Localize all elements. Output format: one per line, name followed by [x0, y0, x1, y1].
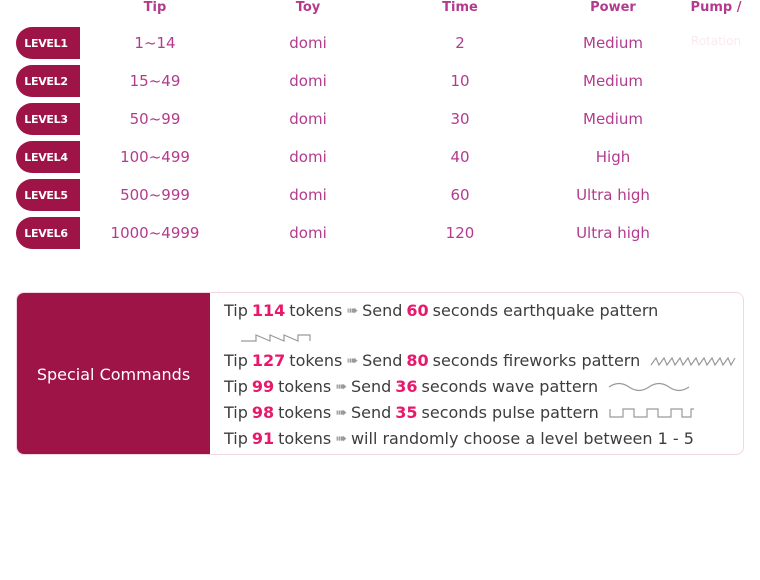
command-description: seconds earthquake pattern: [432, 301, 659, 320]
tip-amount: 114: [251, 301, 286, 320]
toy-name: domi: [289, 72, 327, 90]
level-badge: LEVEL2: [16, 65, 80, 97]
arrow-right-icon: ➠: [335, 430, 347, 447]
tokens-word: tokens: [289, 351, 343, 370]
send-word: Send: [350, 403, 392, 422]
seconds-amount: 60: [406, 301, 429, 320]
seconds-amount: 80: [406, 351, 429, 370]
level-row: [0, 141, 760, 173]
level-badge: LEVEL5: [16, 179, 80, 211]
earthquake-pattern-icon: [240, 331, 312, 343]
send-word: Send: [350, 377, 392, 396]
command-description: seconds wave pattern: [421, 377, 599, 396]
tip-word: Tip: [224, 429, 248, 448]
special-commands-panel: [16, 292, 744, 455]
seconds-amount: 36: [395, 377, 418, 396]
wave-pattern-icon: [608, 381, 690, 393]
tip-word: Tip: [224, 377, 248, 396]
level-row: [0, 27, 760, 59]
special-command: [224, 429, 694, 448]
seconds-amount: 35: [395, 403, 418, 422]
command-description: seconds pulse pattern: [421, 403, 599, 422]
arrow-right-icon: ➠: [335, 404, 347, 421]
level-badge: LEVEL3: [16, 103, 80, 135]
command-description: seconds fireworks pattern: [432, 351, 641, 370]
special-command: [224, 301, 658, 320]
toy-name: domi: [289, 148, 327, 166]
special-commands-title: Special Commands: [17, 293, 210, 455]
command-description: will randomly choose a level between 1 - 5: [350, 429, 694, 448]
header-toy: Toy: [295, 0, 321, 15]
tip-range: 100~499: [120, 148, 190, 166]
send-word: Send: [362, 351, 403, 370]
power-value: Ultra high: [576, 224, 650, 242]
time-value: 30: [450, 110, 470, 128]
special-command: [224, 403, 695, 422]
power-value: Medium: [583, 34, 643, 52]
tokens-word: tokens: [289, 301, 343, 320]
power-value: Medium: [583, 72, 643, 90]
tokens-word: tokens: [278, 403, 332, 422]
level-row: [0, 103, 760, 135]
time-value: 60: [450, 186, 470, 204]
power-value: High: [595, 148, 631, 166]
tip-range: 1~14: [134, 34, 176, 52]
special-command: [224, 351, 736, 370]
level-badge: LEVEL4: [16, 141, 80, 173]
tip-amount: 98: [251, 403, 275, 422]
time-value: 120: [445, 224, 475, 242]
time-value: 10: [450, 72, 470, 90]
level-row: [0, 179, 760, 211]
toy-name: domi: [289, 224, 327, 242]
toy-name: domi: [289, 110, 327, 128]
fireworks-pattern-icon: [650, 355, 736, 367]
level-badge: LEVEL1: [16, 27, 80, 59]
power-value: Medium: [583, 110, 643, 128]
header-time: Time: [442, 0, 478, 15]
level-row: [0, 65, 760, 97]
tip-word: Tip: [224, 351, 248, 370]
arrow-right-icon: ➠: [346, 352, 359, 369]
arrow-right-icon: ➠: [335, 378, 347, 395]
time-value: 40: [450, 148, 470, 166]
pulse-pattern-icon: [609, 407, 695, 419]
tokens-word: tokens: [278, 429, 332, 448]
toy-name: domi: [289, 34, 327, 52]
special-command: [224, 377, 690, 396]
tip-range: 15~49: [129, 72, 181, 90]
send-word: Send: [362, 301, 403, 320]
header-power: Power: [590, 0, 636, 15]
tokens-word: tokens: [278, 377, 332, 396]
header-pump: Pump /: [690, 0, 742, 15]
level-row: [0, 217, 760, 249]
header-tip: Tip: [143, 0, 167, 15]
arrow-right-icon: ➠: [346, 302, 359, 319]
tip-range: 50~99: [129, 110, 181, 128]
power-value: Ultra high: [576, 186, 650, 204]
header-rotation: Rotation: [690, 34, 742, 48]
tip-range: 1000~4999: [110, 224, 200, 242]
toy-name: domi: [289, 186, 327, 204]
tip-word: Tip: [224, 301, 248, 320]
time-value: 2: [455, 34, 465, 52]
tip-amount: 127: [251, 351, 286, 370]
tip-amount: 91: [251, 429, 275, 448]
tip-word: Tip: [224, 403, 248, 422]
tip-amount: 99: [251, 377, 275, 396]
tip-range: 500~999: [120, 186, 190, 204]
level-badge: LEVEL6: [16, 217, 80, 249]
